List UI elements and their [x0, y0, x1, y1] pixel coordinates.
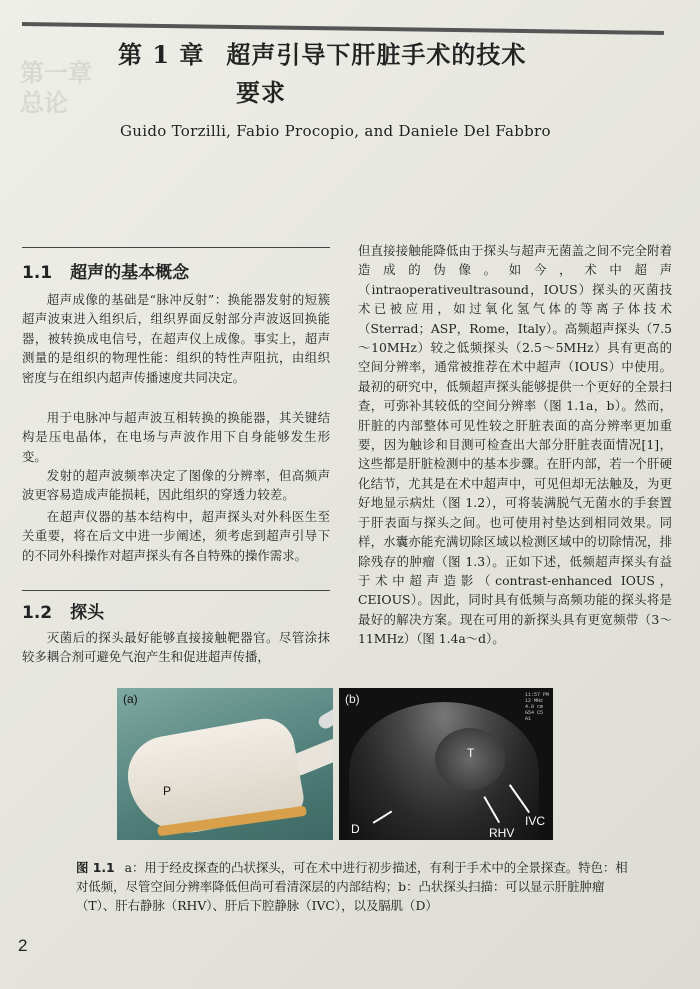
ultrasound-info: 11:57 PM 12 MHz 4.8 cm G54 C5 A1 — [525, 692, 550, 722]
page-number: 2 — [18, 936, 28, 955]
figure-caption — [76, 858, 634, 915]
rhv-label: RHV — [489, 826, 515, 840]
paragraph: 超声成像的基础是“脉冲反射”：换能器发射的短簇超声波束进入组织后，组织界面反射部分声波返回换能器，被转换成电信号，在超声仪上成像。事实上，超声测量的是组织的物理性能：组织的特性声阻抗，由组织密度与在组织内超声传播速度共同决定。 — [22, 292, 330, 385]
probe-cable — [316, 699, 333, 731]
paragraph: 在超声仪器的基本结构中，超声探头对外科医生至关重要，将在后文中进一步阐述，须考虑到超声引导下的不同外科操作对超声探头有各自特殊的操作需求。 — [22, 509, 330, 563]
section-title: 探头 — [70, 603, 105, 623]
paragraph: 用于电脉冲与超声波互相转换的换能器，其关键结构是压电晶体，在电场与声波作用下自身能够发生形变。 — [22, 410, 330, 464]
section-rule — [22, 247, 330, 248]
section-number: 1.2 — [22, 603, 53, 623]
paragraph: 但直接接触能降低由于探头与超声无菌盖之间不完全附着造成的伪像。如今，术中超声（intraoperativeultrasound，IOUS）探头的灭菌技术已被应用，如过氧化氢气体的等离子体技术（Sterrad；ASP，Rome，Italy）。高频超声探头（7.5～10MHz）较之低频探头（2.5～5MHz）具有更高的空间分辨率，通常被推荐在术中超声（IOUS）中使用。最初的研究中，低频超声探头能够提供一个更好的全景扫查，可弥补其较低的空间分辨率（图 1.1a，b）。然而，肝脏的内部整体可见性较之肝脏表面的高分辨率更加重要，因为触诊和目测可检查出大部分肝脏表面情况[1]，这些都是肝脏检测中的基本步骤。在肝内部，若一个肝硬化结节，尤其是在术中超声中，可见但却无法触及，为更好地显示病灶（图 1.2），可将装满脱气无菌水的手套置于肝表面与探头之间。也可使用衬垫达到相同效果。同样，水囊亦能充满切除区域以检测区域中的切除情况，排除残存的肿瘤（图 1.3）。正如下述，低频超声探头有益于术中超声造影（contrast-enhanced IOUS，CEIOUS）。因此，同时具有低频与高频功能的探头将是最好的解决方案。现在可用的新探头具有更宽频带（3～11MHz）（图 1.4a～d）。 — [358, 243, 672, 647]
diaphragm-label: D — [351, 822, 360, 836]
section-heading — [22, 258, 189, 283]
paragraph: 发射的超声波频率决定了图像的分辨率，但高频声波更容易造成声能损耗，因此组织的穿透力较差。 — [22, 468, 330, 503]
section-heading — [22, 598, 104, 623]
bleed-through-text: 第一章 总论 — [20, 58, 92, 117]
chapter-title — [118, 36, 638, 112]
authors: Guido Torzilli, Fabio Procopio, and Daniele Del Fabbro — [120, 122, 551, 140]
section-number: 1.1 — [22, 263, 53, 283]
figure-caption-tag: 图 1.1 — [76, 860, 115, 875]
panel-label-a: (a) — [123, 692, 138, 706]
chapter-title-line2: 要求 — [236, 78, 286, 107]
section-title: 超声的基本概念 — [70, 263, 190, 283]
paragraph: 灭菌后的探头最好能够直接接触靶器官。尽管涂抹较多耦合剂可避免气泡产生和促进超声传播， — [22, 630, 330, 665]
header-rule — [22, 22, 664, 35]
section-rule — [22, 590, 330, 591]
ivc-label: IVC — [525, 814, 546, 828]
figure-panel-a — [117, 688, 333, 840]
tumor-label: T — [467, 746, 475, 760]
chapter-number: 第 1 章 — [118, 40, 205, 69]
figure-panel-b — [339, 688, 553, 840]
chapter-title-line1: 超声引导下肝脏手术的技术 — [226, 40, 527, 69]
figure-caption-text: a：用于经皮探查的凸状探头，可在术中进行初步描述，有利于手术中的全景探查。特色：相对低频，尽管空间分辨率降低但尚可看清深层的内部结构；b：凸状探头扫描：可以显示肝脏肿瘤（T）、肝右静脉（RHV）、肝后下腔静脉（IVC），以及膈肌（D） — [76, 860, 628, 913]
probe-marker: P — [163, 784, 172, 798]
panel-label-b: (b) — [345, 692, 360, 706]
